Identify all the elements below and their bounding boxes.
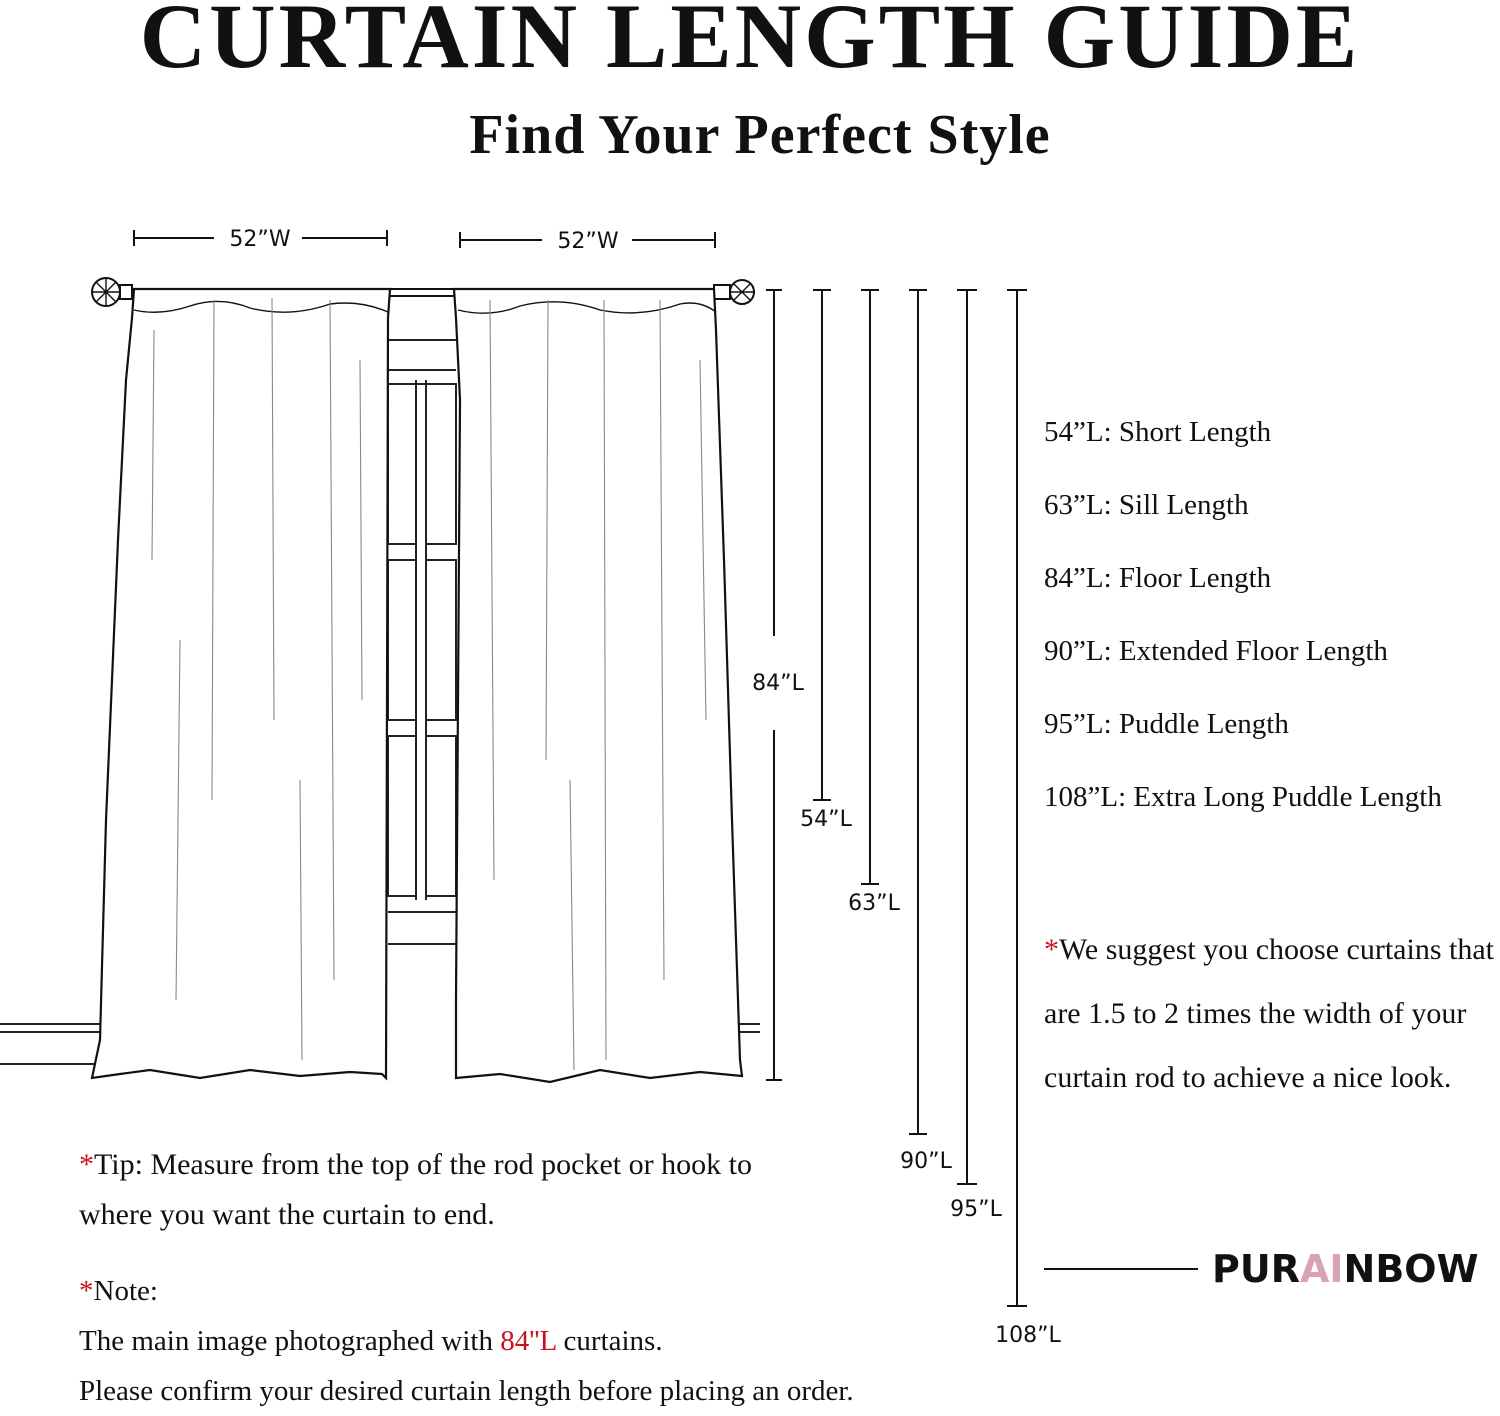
rod-finial-left-icon [92, 278, 132, 306]
curtain-panel-right [454, 289, 742, 1082]
length-legend [1044, 405, 1442, 843]
note-highlight-length: 84''L [500, 1325, 557, 1357]
length-label-63: 63”L [848, 891, 900, 916]
legend-item-54: 54”L: Short Length [1044, 416, 1272, 448]
length-marker-108 [1007, 290, 1027, 1306]
page-subtitle: Find Your Perfect Style [469, 104, 1051, 166]
brand-logo-highlight: AI [1299, 1247, 1344, 1291]
legend-item-95: 95”L: Puddle Length [1044, 708, 1289, 740]
length-label-84: 84”L [752, 671, 804, 696]
note-star: * [79, 1275, 94, 1307]
tip-star: * [79, 1148, 94, 1181]
legend-item-108: 108”L: Extra Long Puddle Length [1044, 781, 1442, 813]
rod-finial-right-icon [714, 280, 754, 304]
length-label-95: 95”L [950, 1197, 1002, 1222]
length-label-90: 90”L [900, 1149, 952, 1174]
brand-logo-part-2: NBOW [1343, 1247, 1479, 1291]
legend-item-90: 90”L: Extended Floor Length [1044, 635, 1388, 667]
window [388, 296, 456, 944]
order-note [79, 1266, 1079, 1416]
length-label-54: 54”L [800, 807, 852, 832]
note-line-1 [79, 1316, 1079, 1366]
length-marker-90 [909, 290, 927, 1134]
tip-text: Tip: Measure from the top of the rod pocket or hook to where you want the curtain to end. [79, 1148, 752, 1231]
width-label-left: 52”W [229, 227, 291, 252]
note-heading-line [79, 1266, 1079, 1316]
brand-divider [1044, 1268, 1198, 1270]
length-marker-95 [957, 290, 977, 1184]
note-line-1-before: The main image photographed with [79, 1325, 501, 1357]
curtain-panel-left [92, 289, 390, 1078]
legend-item-63: 63”L: Sill Length [1044, 489, 1249, 521]
measure-tip [79, 1140, 799, 1240]
note-line-1-after: curtains. [556, 1325, 663, 1357]
brand-logo [1212, 1244, 1479, 1294]
length-label-108: 108”L [995, 1323, 1061, 1348]
suggestion-star: * [1044, 933, 1059, 966]
brand-logo-part-1: PUR [1212, 1247, 1300, 1291]
length-marker-63 [861, 290, 879, 884]
width-label-right: 52”W [557, 229, 619, 254]
width-suggestion [1044, 918, 1500, 1110]
note-heading: Note: [93, 1275, 158, 1307]
legend-item-84: 84”L: Floor Length [1044, 562, 1272, 594]
suggestion-text: We suggest you choose curtains that are 1.5 to 2 times the width of your curtain rod to achieve a nice look. [1044, 933, 1494, 1094]
length-marker-54 [813, 290, 831, 800]
page-title: CURTAIN LENGTH GUIDE [139, 0, 1361, 87]
note-line-2: Please confirm your desired curtain length before placing an order. [79, 1375, 854, 1407]
